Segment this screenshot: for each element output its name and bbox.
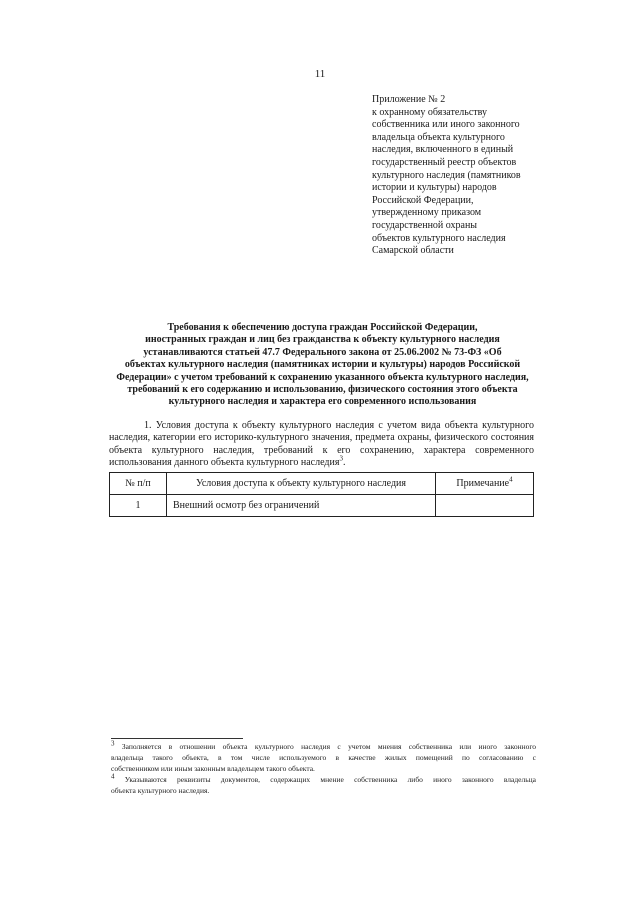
heading-line: Требования к обеспечению доступа граждан Российской Федерации, [167,322,478,333]
paragraph-line: наследия, категории его историко-культурного значения, предмета охраны, физического состояния [109,432,534,444]
footnote-text: Указываются реквизиты документов, содержащих мнение собственника либо иного законного владельца [124,775,536,784]
heading-line: требований к его содержанию и использованию, физического состояния этого объекта [127,384,518,396]
footnote-line [111,741,536,752]
cell-number: 1 [110,495,167,517]
paragraph-line: объекта культурного наследия, требований к его сохранению, характера современного [109,444,534,456]
appendix-line: государственный реестр объектов [372,156,517,168]
paragraph-last-line [109,454,534,469]
footnote-separator [111,738,243,739]
appendix-line: объектов культурного наследия [372,232,506,244]
footnote-marker: 3 [111,739,115,748]
appendix-line: наследия, включенного в единый [372,144,514,156]
heading-line: культурного наследия и характера его современного использования [168,396,477,408]
appendix-line: Самарской области [372,245,454,257]
access-conditions-paragraph [109,420,534,470]
footnote-ref-4[interactable]: 4 [509,475,513,484]
footnote-marker: 4 [111,772,115,781]
paragraph-line: 1. Условия доступа к объекту культурного наследия с учетом вида объекта культурного [144,420,534,431]
appendix-line: истории и культуры) народов [372,182,497,194]
table-header-row [110,473,534,495]
paragraph-line: использования данного объекта культурного наследия [109,457,340,469]
appendix-line: государственной охраны [372,219,478,231]
footnotes [111,741,536,796]
appendix-line: культурного наследия (памятников [372,169,521,181]
footnote-line: владельца такого объекта, в том числе используемого в качестве жилых помещений по согласованию с [111,753,536,762]
table-row [110,495,534,517]
appendix-line: Российской Федерации, [372,194,474,206]
heading-line: устанавливаются статьей 47.7 Федерального закона от 25.06.2002 № 73-ФЗ «Об [143,346,502,358]
column-header-note-label: Примечание [456,478,510,489]
footnote-line: собственником или иным законным владельцем такого объекта. [111,764,315,773]
cell-note [436,495,534,517]
appendix-line: к охранному обязательству [372,106,488,118]
cell-conditions: Внешний осмотр без ограничений [167,495,436,517]
appendix-block [372,94,592,258]
paragraph-end-punct: . [342,457,346,469]
document-heading [110,322,535,409]
footnote-text: Заполняется в отношении объекта культурного наследия с учетом мнения собственника или иного законного [121,742,537,751]
footnote-line [111,774,536,785]
page-number: 11 [314,68,326,80]
footnote-line: объекта культурного наследия. [111,786,210,795]
heading-line: Федерации» с учетом требований к сохранению указанного объекта культурного наследия, [116,371,529,383]
column-header-note [436,473,534,495]
appendix-line: утвержденному приказом [372,207,482,219]
footnote-3 [111,741,536,774]
access-conditions-table [109,472,534,517]
column-header-conditions: Условия доступа к объекту культурного наследия [167,473,436,495]
column-header-number: № п/п [110,473,167,495]
appendix-line: владельца объекта культурного [372,131,505,143]
appendix-line: Приложение № 2 [372,94,446,105]
heading-line: объектах культурного наследия (памятниках истории и культуры) народов Российской [124,359,521,371]
appendix-line: собственника или иного законного [372,119,520,131]
footnote-4 [111,774,536,796]
heading-line: иностранных граждан и лиц без гражданства к объекту культурного наследия [145,334,500,346]
footnote-ref-3[interactable]: 3 [339,454,343,463]
